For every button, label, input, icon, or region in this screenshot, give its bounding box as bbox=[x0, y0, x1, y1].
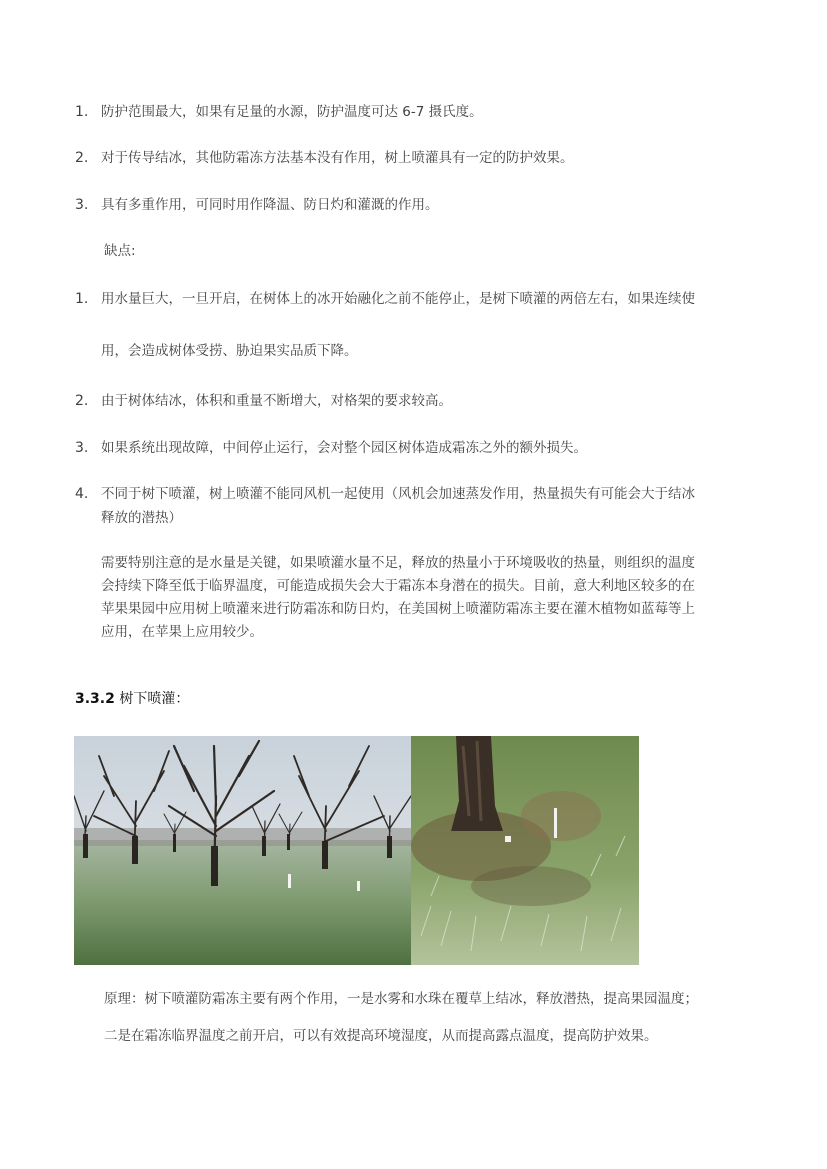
note-paragraph-line: 会持续下降至低于临界温度，可能造成损失会大于霜冻本身潜在的损失。目前，意大利地区较多的在 bbox=[101, 578, 695, 594]
list-number: 4. bbox=[75, 486, 89, 502]
list-item-text: 用水量巨大，一旦开启，在树体上的冰开始融化之前不能停止，是树下喷灌的两倍左右，如果连续使 bbox=[101, 291, 695, 307]
list-item-text: 不同于树下喷灌，树上喷灌不能同风机一起使用（风机会加速蒸发作用，热量损失有可能会大于结冰 bbox=[101, 486, 695, 502]
list-item-text-continued: 用，会造成树体受捞、胁迫果实品质下降。 bbox=[101, 343, 358, 359]
section-title: 树下喷灌： bbox=[119, 691, 190, 707]
principle-line: 原理：树下喷灌防霜冻主要有两个作用，一是水雾和水珠在覆草上结冰，释放潜热，提高果园温度； bbox=[104, 991, 698, 1007]
list-item-text: 防护范围最大，如果有足量的水源，防护温度可达 6-7 摄氏度。 bbox=[101, 104, 483, 120]
note-paragraph-line: 苹果果园中应用树上喷灌来进行防霜冻和防日灼，在美国树上喷灌防霜冻主要在灌木植物如蓝莓等上 bbox=[101, 601, 695, 617]
note-paragraph-line: 需要特别注意的是水量是关键，如果喷灌水量不足，释放的热量小于环境吸收的热量，则组织的温度 bbox=[101, 555, 695, 571]
list-item-text: 具有多重作用，可同时用作降温、防日灼和灌溉的作用。 bbox=[101, 197, 439, 213]
note-paragraph-line: 应用，在苹果上应用较少。 bbox=[101, 624, 263, 640]
disadvantages-label: 缺点: bbox=[104, 243, 136, 259]
list-number: 3. bbox=[75, 197, 89, 213]
list-item-text: 如果系统出现故障，中间停止运行，会对整个园区树体造成霜冻之外的额外损失。 bbox=[101, 440, 587, 456]
list-number: 2. bbox=[75, 150, 89, 166]
orchard-photo bbox=[74, 736, 411, 965]
list-number: 1. bbox=[75, 104, 89, 120]
ground-sprinkler-photo bbox=[411, 736, 639, 965]
list-item-text-continued: 释放的潜热） bbox=[101, 510, 182, 526]
list-item-text: 对于传导结冰，其他防霜冻方法基本没有作用，树上喷灌具有一定的防护效果。 bbox=[101, 150, 574, 166]
section-heading bbox=[75, 688, 189, 710]
list-number: 2. bbox=[75, 393, 89, 409]
list-number: 1. bbox=[75, 291, 89, 307]
section-number: 3.3.2 bbox=[75, 691, 115, 707]
principle-line: 二是在霜冻临界温度之前开启，可以有效提高环境湿度，从而提高露点温度，提高防护效果。 bbox=[104, 1028, 658, 1044]
list-item-text: 由于树体结冰，体积和重量不断增大，对格架的要求较高。 bbox=[101, 393, 452, 409]
list-number: 3. bbox=[75, 440, 89, 456]
